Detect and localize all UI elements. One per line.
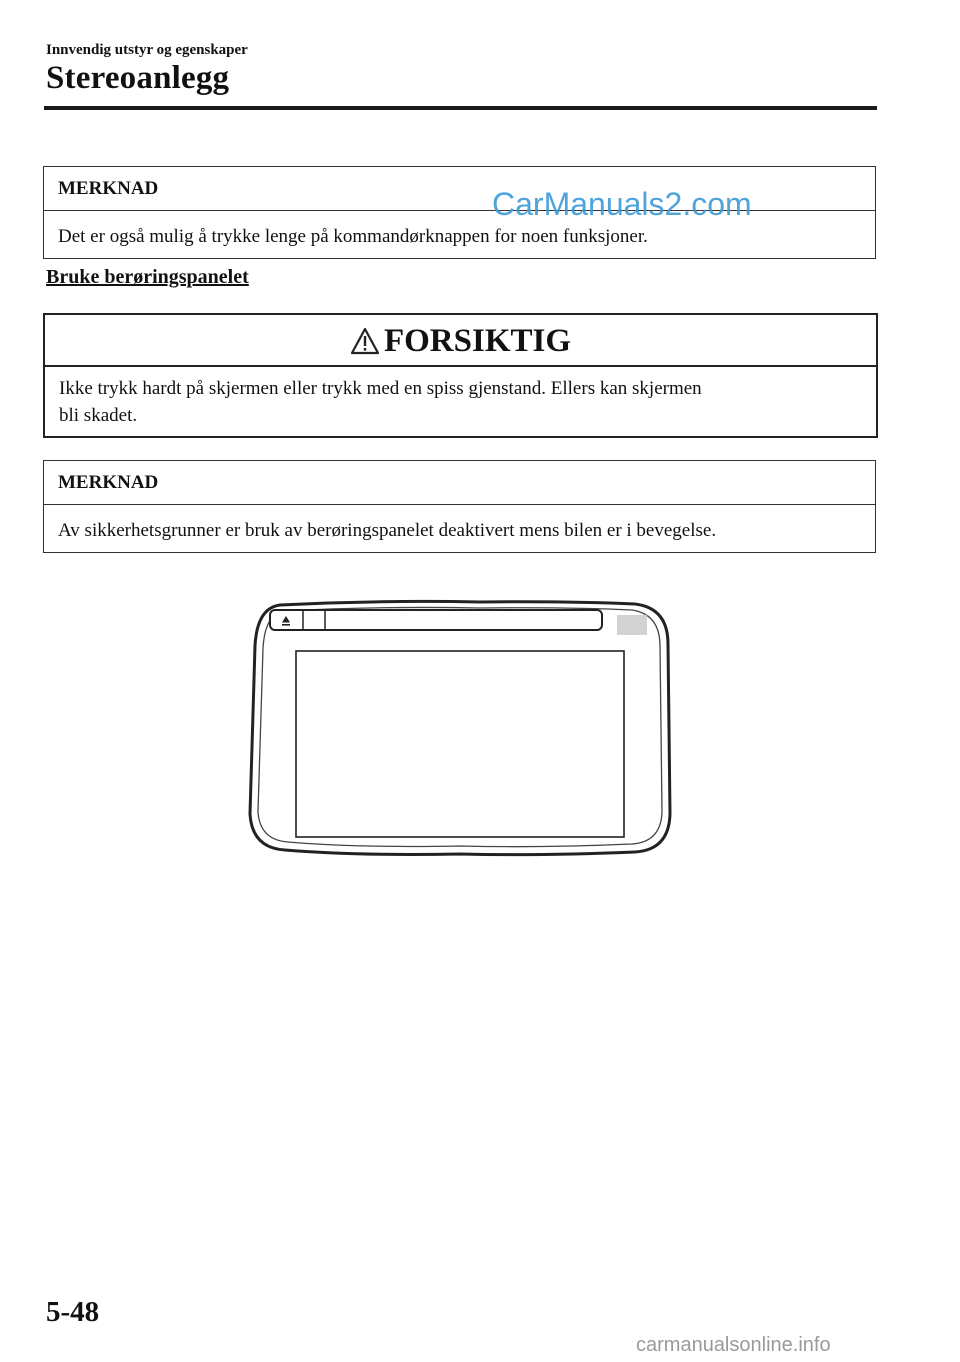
page-title: Stereoanlegg (46, 60, 230, 96)
page-number: 5-48 (46, 1296, 100, 1328)
note-heading-1: MERKNAD (44, 167, 875, 211)
warning-triangle-icon (350, 327, 380, 355)
subsection-heading: Bruke berøringspanelet (46, 266, 249, 288)
caution-line-1: Ikke trykk hardt på skjermen eller trykk med en spiss gjenstand. Ellers kan skjermen (59, 378, 702, 399)
touch-screen (296, 651, 624, 837)
caution-line-2: bli skadet. (59, 405, 138, 426)
note-text-1: Det er også mulig å trykke lenge på kommandørknappen for noen funksjoner. (58, 226, 648, 247)
watermark-logo: CarManuals2.com (492, 186, 752, 222)
note-text-2: Av sikkerhetsgrunner er bruk av berøringspanelet deaktivert mens bilen er i bevegelse. (58, 520, 717, 541)
footer-watermark: carmanualsonline.info (636, 1334, 831, 1356)
sensor-window (617, 615, 647, 635)
caution-text (45, 367, 876, 429)
caution-heading: FORSIKTIG (383, 323, 572, 359)
title-divider (44, 106, 877, 110)
disc-slot (270, 610, 602, 630)
note-heading-2: MERKNAD (44, 461, 875, 505)
caution-header (45, 315, 876, 367)
note-box-2 (43, 460, 876, 553)
caution-box (43, 313, 878, 438)
touchscreen-illustration (240, 596, 680, 862)
section-label: Innvendig utstyr og egenskaper (46, 42, 248, 58)
